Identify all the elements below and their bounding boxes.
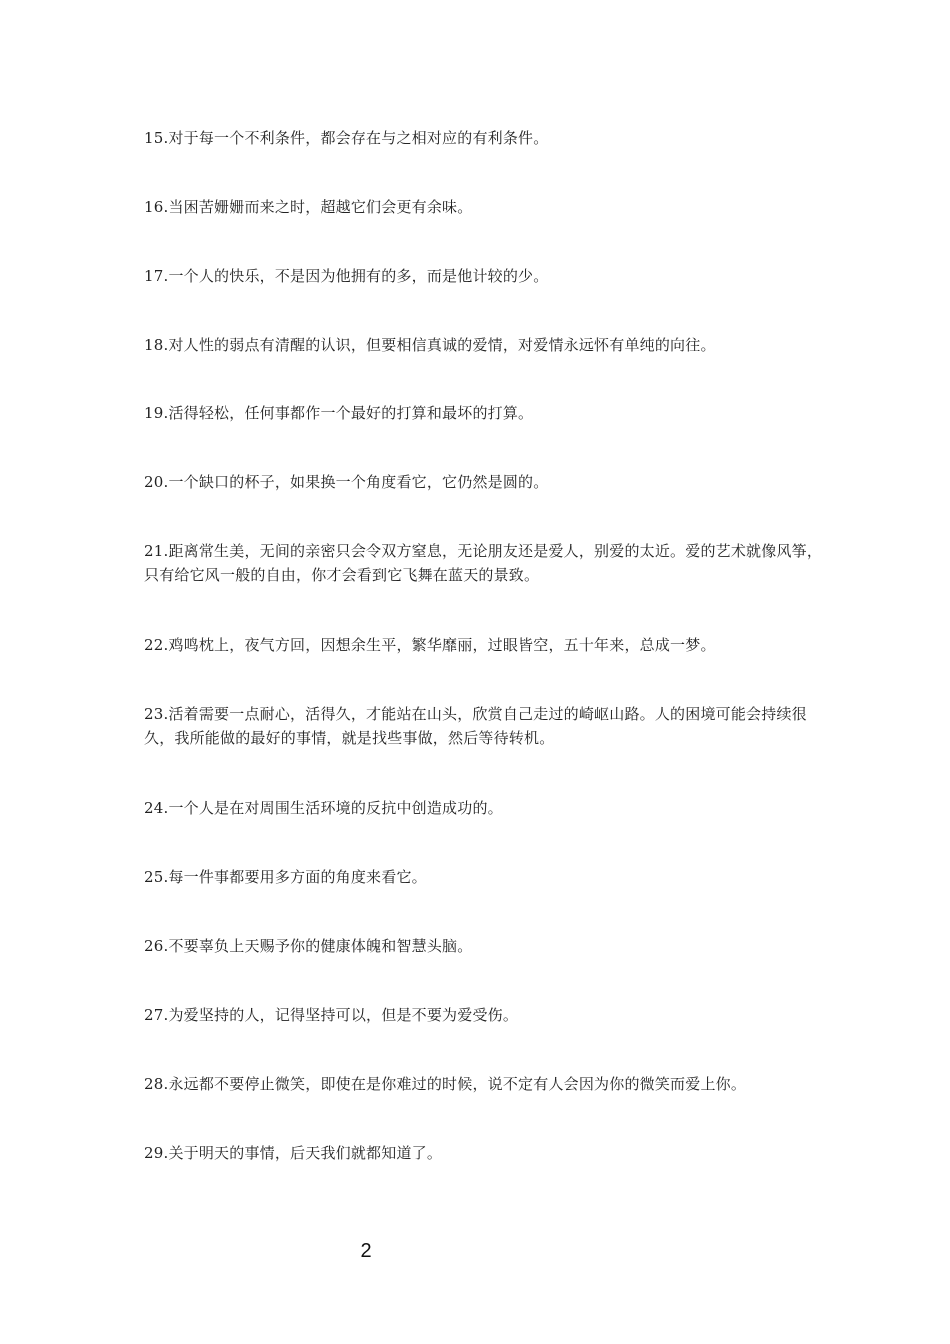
quote-23: 23.活着需要一点耐心，活得久，才能站在山头，欣赏自己走过的崎岖山路。人的困境可能会持续很久，我所能做的最好的事情，就是找些事做，然后等待转机。 [144, 705, 807, 747]
quote-16: 16.当困苦姗姗而来之时，超越它们会更有余味。 [144, 198, 473, 216]
quote-29: 29.关于明天的事情，后天我们就都知道了。 [144, 1144, 443, 1162]
page-number: 2 [360, 1240, 372, 1262]
quote-26: 26.不要辜负上天赐予你的健康体魄和智慧头脑。 [144, 937, 473, 955]
quote-19: 19.活得轻松，任何事都作一个最好的打算和最坏的打算。 [144, 404, 534, 422]
quote-22: 22.鸡鸣枕上，夜气方回，因想余生平，繁华靡丽，过眼皆空，五十年来，总成一梦。 [144, 636, 716, 654]
quote-18: 18.对人性的弱点有清醒的认识，但要相信真诚的爱情，对爱情永远怀有单纯的向往。 [144, 336, 716, 354]
quote-17: 17.一个人的快乐，不是因为他拥有的多，而是他计较的少。 [144, 267, 549, 285]
quote-20: 20.一个缺口的杯子，如果换一个角度看它，它仍然是圆的。 [144, 473, 549, 491]
quote-27: 27.为爱坚持的人，记得坚持可以，但是不要为爱受伤。 [144, 1006, 519, 1024]
quote-28: 28.永远都不要停止微笑，即使在是你难过的时候，说不定有人会因为你的微笑而爱上你。 [144, 1075, 747, 1093]
quote-21: 21.距离常生美，无间的亲密只会令双方窒息，无论朋友还是爱人，别爱的太近。爱的艺术就像风筝，只有给它风一般的自由，你才会看到它飞舞在蓝天的景致。 [144, 542, 823, 584]
quote-24: 24.一个人是在对周围生活环境的反抗中创造成功的。 [144, 799, 503, 817]
quote-25: 25.每一件事都要用多方面的角度来看它。 [144, 868, 427, 886]
quote-15: 15.对于每一个不利条件，都会存在与之相对应的有利条件。 [144, 129, 549, 147]
